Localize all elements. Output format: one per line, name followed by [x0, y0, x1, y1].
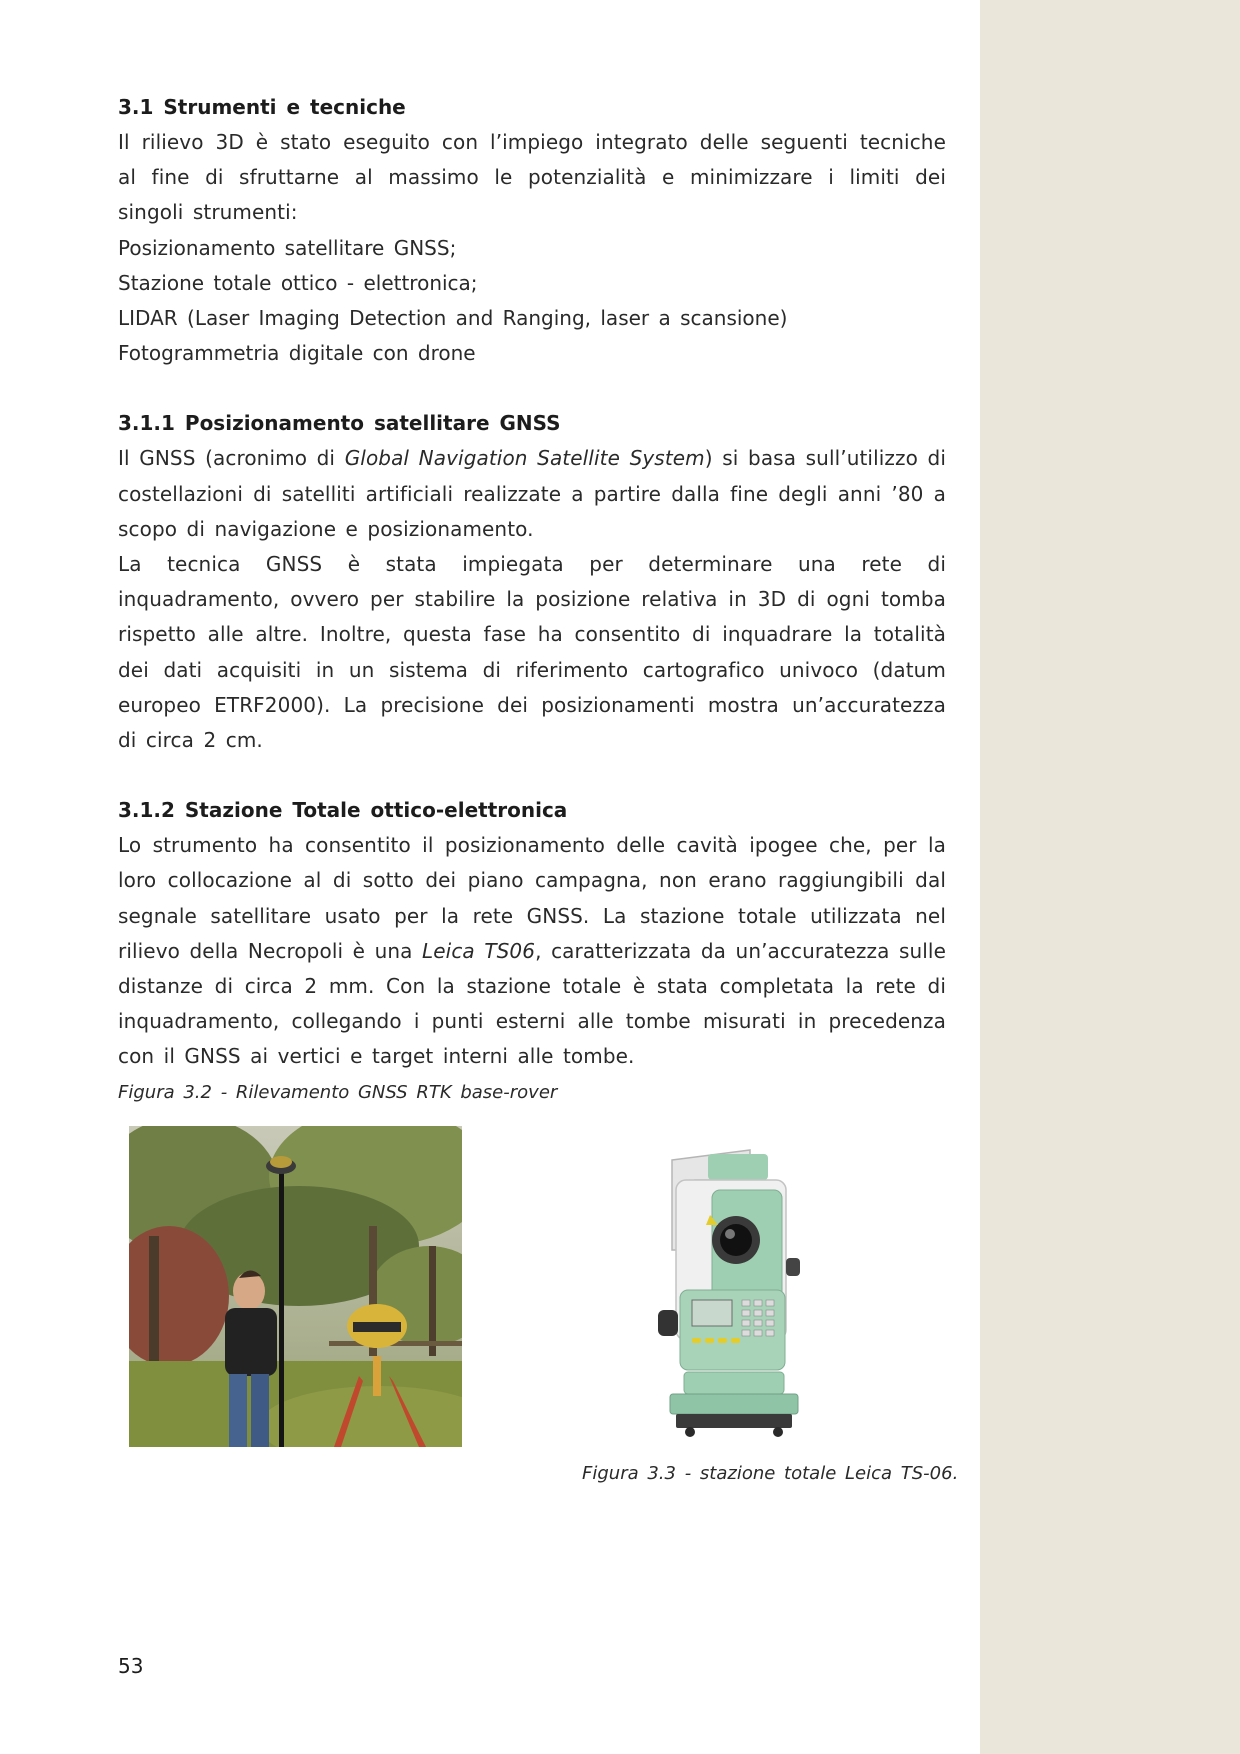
- gnss-survey-illustration: [129, 1126, 462, 1447]
- figure-3-3-photo: [600, 1140, 860, 1460]
- page-content: [118, 90, 946, 1075]
- technique-item: Fotogrammetria digitale con drone: [118, 341, 476, 366]
- gnss-p1-end: ) si basa sull’utilizzo di costellazioni di satelliti artificiali realizzate a partire dalla fine degli anni ’80 a scopo di navigazione e posizionamento.: [118, 446, 946, 541]
- figure-3-3-caption: Figura 3.3 - stazione totale Leica TS-06.: [582, 1463, 959, 1484]
- page-margin-band: [980, 0, 1240, 1754]
- section-heading: 3.1 Strumenti e tecniche: [118, 95, 406, 119]
- figure-3-2-caption: Figura 3.2 - Rilevamento GNSS RTK base-rover: [118, 1082, 558, 1103]
- technique-item: Stazione totale ottico - elettronica;: [118, 270, 478, 295]
- gnss-p1-start: Il GNSS (acronimo di: [118, 446, 345, 471]
- ts-heading: 3.1.2 Stazione Totale ottico-elettronica: [118, 798, 568, 823]
- gnss-p1-italic: Global Navigation Satellite System: [344, 446, 705, 471]
- page-number: 53: [118, 1654, 144, 1678]
- gnss-heading: 3.1.1 Posizionamento satellitare GNSS: [118, 411, 561, 436]
- techniques-list: [118, 231, 946, 372]
- technique-item: Posizionamento satellitare GNSS;: [118, 235, 457, 260]
- ts-p1-start: Lo strumento ha consentito il posizionamento delle cavità ipogee che, per la loro collocazione al di sotto dei piano campagna, non erano raggiungibili dal segnale satellitare usato per la rete GNSS. La stazione totale utilizzata nel rilievo della Necropoli è una: [118, 833, 946, 963]
- ts-paragraph: [118, 828, 946, 1074]
- total-station-illustration: [600, 1140, 860, 1460]
- ts-p1-end: , caratterizzata da un’accuratezza sulle distanze di circa 2 mm. Con la stazione totale è stata completata la rete di inquadramento, collegando i punti esterni alle tombe misurati in precedenza con il GNSS ai vertici e target interni alle tombe.: [118, 938, 946, 1069]
- ts-p1-italic: Leica TS06: [422, 938, 536, 963]
- gnss-paragraph-2: La tecnica GNSS è stata impiegata per determinare una rete di inquadramento, ovvero per stabilire la posizione relativa in 3D di ogni tomba rispetto alle altre. Inoltre, questa fase ha consentito di inquadrare la totalità dei dati acquisiti in un sistema di riferimento cartografico univoco (datum europeo ETRF2000). La precisione dei posizionamenti mostra un’accuratezza di circa 2 cm.: [118, 552, 946, 753]
- technique-item: LIDAR (Laser Imaging Detection and Ranging, laser a scansione): [118, 306, 788, 331]
- gnss-paragraph-1: [118, 441, 946, 547]
- figure-3-2-photo: [129, 1126, 462, 1447]
- section-intro: Il rilievo 3D è stato eseguito con l’impiego integrato delle seguenti tecniche al fine di sfruttarne al massimo le potenzialità e minimizzare i limiti dei singoli strumenti:: [118, 130, 946, 225]
